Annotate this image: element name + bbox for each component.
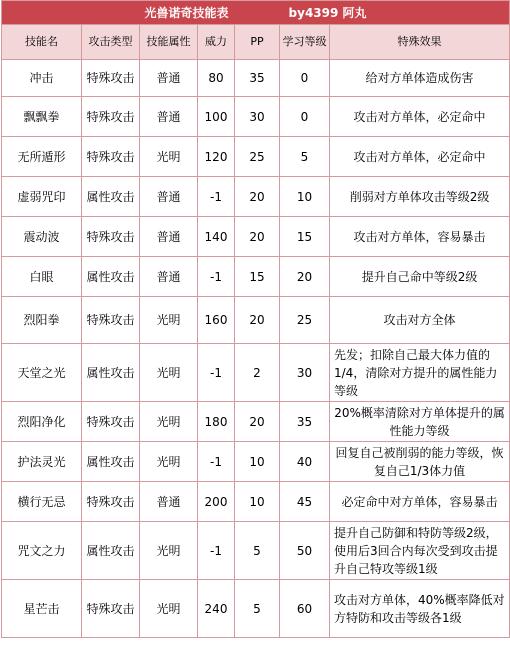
skill-type: 特殊攻击 — [82, 297, 140, 344]
skill-power: 120 — [198, 137, 235, 177]
skill-type: 特殊攻击 — [82, 580, 140, 638]
header-row — [2, 25, 510, 60]
skill-level: 15 — [280, 217, 330, 257]
title-text: 光兽诺奇技能表 — [144, 5, 229, 20]
table-row — [2, 442, 510, 482]
skill-name: 飘飘拳 — [2, 97, 82, 137]
skill-name: 咒文之力 — [2, 522, 82, 580]
table-row — [2, 177, 510, 217]
header-name: 技能名 — [2, 25, 82, 60]
header-type: 攻击类型 — [82, 25, 140, 60]
skill-level: 0 — [280, 60, 330, 97]
skill-pp: 5 — [235, 580, 280, 638]
skill-name: 烈阳净化 — [2, 402, 82, 442]
skill-type: 属性攻击 — [82, 344, 140, 402]
skill-type: 特殊攻击 — [82, 60, 140, 97]
skill-attr: 普通 — [140, 257, 198, 297]
skill-name: 冲击 — [2, 60, 82, 97]
skill-table — [1, 0, 510, 638]
skill-level: 10 — [280, 177, 330, 217]
skill-power: 140 — [198, 217, 235, 257]
skill-power: 80 — [198, 60, 235, 97]
skill-power: 240 — [198, 580, 235, 638]
skill-effect: 攻击对方单体，容易暴击 — [330, 217, 510, 257]
skill-pp: 5 — [235, 522, 280, 580]
skill-attr: 光明 — [140, 297, 198, 344]
skill-pp: 30 — [235, 97, 280, 137]
skill-effect: 攻击对方单体，必定命中 — [330, 97, 510, 137]
table-row — [2, 257, 510, 297]
table-row — [2, 297, 510, 344]
table-row — [2, 580, 510, 638]
skill-level: 40 — [280, 442, 330, 482]
skill-attr: 光明 — [140, 344, 198, 402]
skill-level: 30 — [280, 344, 330, 402]
skill-type: 特殊攻击 — [82, 97, 140, 137]
skill-type: 属性攻击 — [82, 522, 140, 580]
skill-name: 星芒击 — [2, 580, 82, 638]
skill-level: 45 — [280, 482, 330, 522]
skill-level: 50 — [280, 522, 330, 580]
header-level: 学习等级 — [280, 25, 330, 60]
skill-pp: 20 — [235, 402, 280, 442]
skill-type: 特殊攻击 — [82, 482, 140, 522]
table-row — [2, 217, 510, 257]
header-power: 威力 — [198, 25, 235, 60]
header-effect: 特殊效果 — [330, 25, 510, 60]
table-row — [2, 60, 510, 97]
table-row — [2, 522, 510, 580]
skill-level: 60 — [280, 580, 330, 638]
skill-effect: 攻击对方单体，40%概率降低对方特防和攻击等级各1级 — [330, 580, 510, 638]
skill-pp: 10 — [235, 442, 280, 482]
skill-power: -1 — [198, 344, 235, 402]
author-text: by4399 阿丸 — [288, 5, 367, 20]
skill-name: 天堂之光 — [2, 344, 82, 402]
skill-attr: 光明 — [140, 522, 198, 580]
skill-effect: 削弱对方单体攻击等级2级 — [330, 177, 510, 217]
skill-pp: 25 — [235, 137, 280, 177]
skill-type: 属性攻击 — [82, 177, 140, 217]
skill-type: 属性攻击 — [82, 257, 140, 297]
table-title-row — [2, 1, 510, 25]
skill-name: 横行无忌 — [2, 482, 82, 522]
skill-effect: 攻击对方全体 — [330, 297, 510, 344]
skill-pp: 20 — [235, 177, 280, 217]
skill-level: 35 — [280, 402, 330, 442]
table-row — [2, 402, 510, 442]
table-row — [2, 482, 510, 522]
table-row — [2, 344, 510, 402]
skill-power: 100 — [198, 97, 235, 137]
skill-effect: 给对方单体造成伤害 — [330, 60, 510, 97]
skill-name: 无所遁形 — [2, 137, 82, 177]
skill-power: -1 — [198, 442, 235, 482]
skill-level: 25 — [280, 297, 330, 344]
table-title — [2, 1, 510, 25]
skill-attr: 普通 — [140, 217, 198, 257]
skill-level: 20 — [280, 257, 330, 297]
skill-attr: 普通 — [140, 482, 198, 522]
header-pp: PP — [235, 25, 280, 60]
skill-pp: 10 — [235, 482, 280, 522]
skill-power: 200 — [198, 482, 235, 522]
table-row — [2, 97, 510, 137]
skill-type: 属性攻击 — [82, 442, 140, 482]
skill-name: 护法灵光 — [2, 442, 82, 482]
skill-pp: 2 — [235, 344, 280, 402]
skill-power: -1 — [198, 522, 235, 580]
skill-name: 烈阳拳 — [2, 297, 82, 344]
skill-level: 5 — [280, 137, 330, 177]
skill-effect: 回复自己被削弱的能力等级，恢复自己1/3体力值 — [330, 442, 510, 482]
skill-attr: 普通 — [140, 60, 198, 97]
skill-effect: 提升自己防御和特防等级2级，使用后3回合内每次受到攻击提升自己特攻等级1级 — [330, 522, 510, 580]
header-attr: 技能属性 — [140, 25, 198, 60]
skill-pp: 15 — [235, 257, 280, 297]
skill-pp: 20 — [235, 297, 280, 344]
skill-effect: 20%概率清除对方单体提升的属性能力等级 — [330, 402, 510, 442]
skill-effect: 攻击对方单体，必定命中 — [330, 137, 510, 177]
skill-power: 160 — [198, 297, 235, 344]
table-row — [2, 137, 510, 177]
skill-power: 180 — [198, 402, 235, 442]
skill-name: 白眼 — [2, 257, 82, 297]
skill-effect: 提升自己命中等级2级 — [330, 257, 510, 297]
skill-attr: 光明 — [140, 442, 198, 482]
skill-power: -1 — [198, 257, 235, 297]
skill-name: 震动波 — [2, 217, 82, 257]
skill-attr: 光明 — [140, 580, 198, 638]
skill-type: 特殊攻击 — [82, 402, 140, 442]
skill-power: -1 — [198, 177, 235, 217]
skill-attr: 普通 — [140, 97, 198, 137]
skill-effect: 先发；扣除自己最大体力值的1/4，清除对方提升的属性能力等级 — [330, 344, 510, 402]
skill-effect: 必定命中对方单体，容易暴击 — [330, 482, 510, 522]
skill-level: 0 — [280, 97, 330, 137]
skill-pp: 35 — [235, 60, 280, 97]
skill-attr: 普通 — [140, 177, 198, 217]
skill-type: 特殊攻击 — [82, 217, 140, 257]
skill-name: 虚弱咒印 — [2, 177, 82, 217]
skill-attr: 光明 — [140, 402, 198, 442]
skill-attr: 光明 — [140, 137, 198, 177]
skill-type: 特殊攻击 — [82, 137, 140, 177]
skill-pp: 20 — [235, 217, 280, 257]
skill-table-container — [1, 0, 509, 638]
